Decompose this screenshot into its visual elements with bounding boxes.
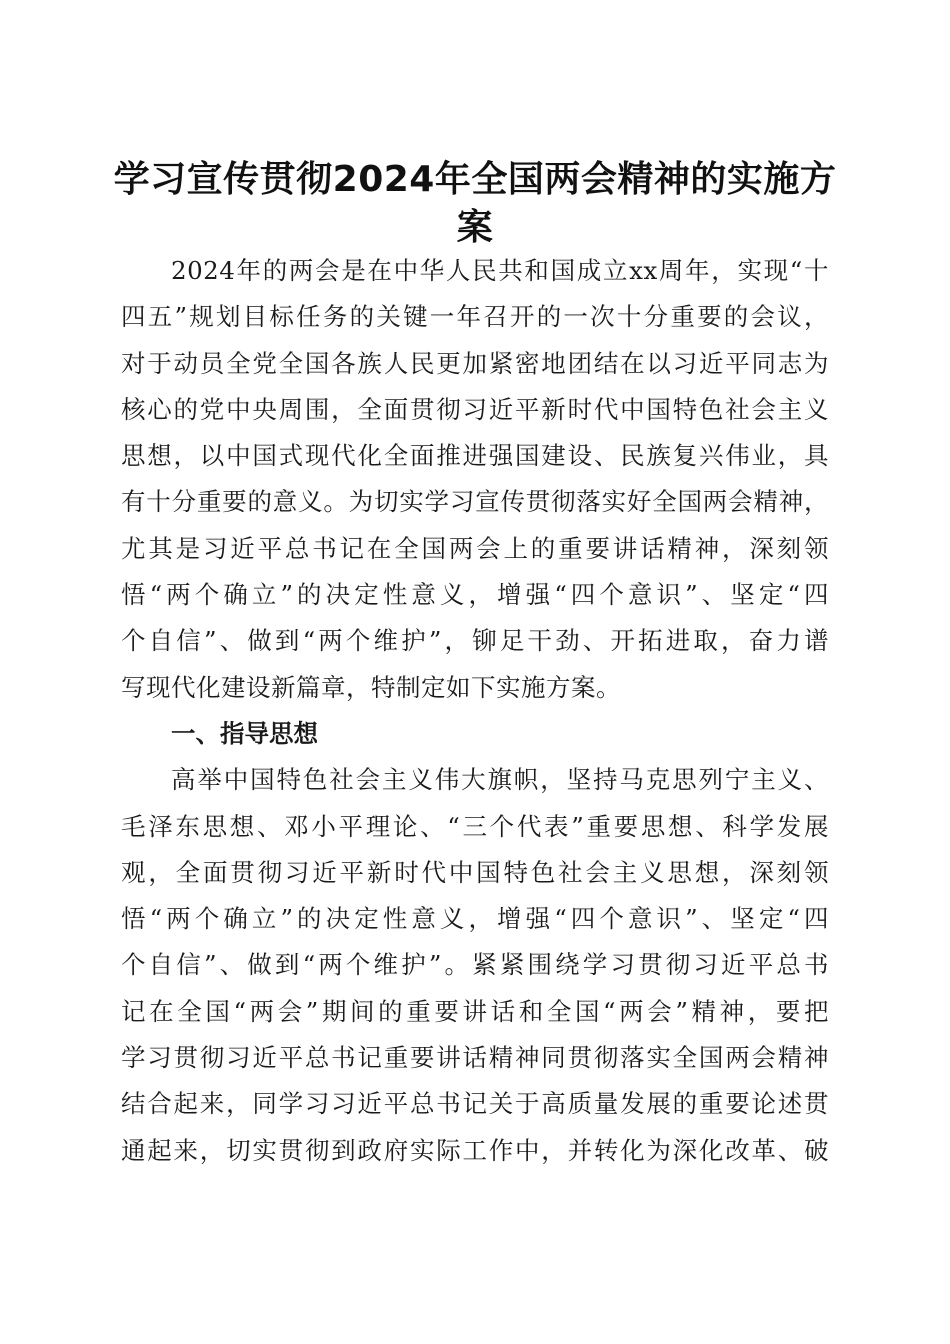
paragraph-line: 通起来，切实贯彻到政府实际工作中，并转化为深化改革、破 (121, 1135, 829, 1165)
section-heading: 一、指导思想 (171, 718, 318, 748)
paragraph-line: 核心的党中央周围，全面贯彻习近平新时代中国特色社会主义 (121, 394, 829, 424)
paragraph-line: 对于动员全党全国各族人民更加紧密地团结在以习近平同志为 (121, 348, 829, 378)
paragraph-line: 个自信”、做到“两个维护”。紧紧围绕学习贯彻习近平总书 (121, 950, 829, 980)
paragraph-line: 尤其是习近平总书记在全国两会上的重要讲话精神，深刻领 (121, 533, 829, 563)
paragraph-line: 悟“两个确立”的决定性意义，增强“四个意识”、坚定“四 (121, 580, 829, 610)
paragraph-line: 悟“两个确立”的决定性意义，增强“四个意识”、坚定“四 (121, 904, 829, 934)
title-line: 学习宣传贯彻2024年全国两会精神的实施方 (113, 159, 837, 201)
paragraph-line: 有十分重要的意义。为切实学习宣传贯彻落实好全国两会精神， (121, 487, 829, 517)
paragraph-line: 高举中国特色社会主义伟大旗帜，坚持马克思列宁主义、 (171, 765, 829, 795)
paragraph-line: 观，全面贯彻习近平新时代中国特色社会主义思想，深刻领 (121, 857, 829, 887)
title-line: 案 (456, 207, 494, 249)
paragraph-line: 结合起来，同学习习近平总书记关于高质量发展的重要论述贯 (121, 1089, 829, 1119)
paragraph-line: 个自信”、做到“两个维护”，铆足干劲、开拓进取，奋力谱 (121, 626, 829, 656)
paragraph-line: 记在全国“两会”期间的重要讲话和全国“两会”精神，要把 (121, 996, 829, 1026)
paragraph-line: 毛泽东思想、邓小平理论、“三个代表”重要思想、科学发展 (121, 811, 829, 841)
paragraph-introduction (121, 248, 829, 711)
document-body (121, 248, 829, 1174)
paragraph-line: 写现代化建设新篇章，特制定如下实施方案。 (121, 672, 621, 702)
paragraph-line: 四五”规划目标任务的关键一年召开的一次十分重要的会议， (121, 302, 829, 332)
paragraph-guiding-ideology (121, 757, 829, 1174)
paragraph-line: 2024年的两会是在中华人民共和国成立xx周年，实现“十 (171, 256, 829, 285)
document-title (110, 156, 840, 252)
paragraph-line: 学习贯彻习近平总书记重要讲话精神同贯彻落实全国两会精神 (121, 1043, 829, 1073)
paragraph-line: 思想，以中国式现代化全面推进强国建设、民族复兴伟业，具 (121, 441, 829, 471)
